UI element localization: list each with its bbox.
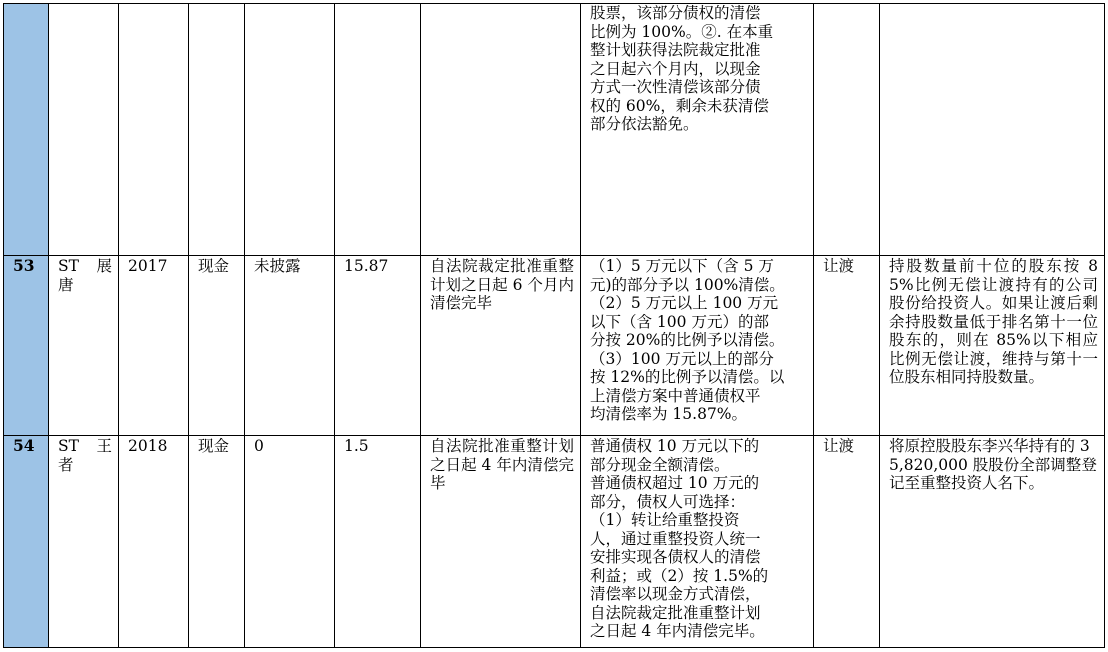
equity-desc-cell: 将原控股股东李兴华持有的 35,820,000 股股份全部调整登记至重整投资人名下。	[880, 436, 1105, 648]
equity-cell: 让渡	[814, 256, 880, 436]
row-number: 54	[4, 436, 49, 648]
plan-line: 部分依法豁免。	[590, 115, 699, 133]
plan-line: 人，通过重整投资人统一	[590, 529, 761, 548]
rate-cell: 1.5	[335, 436, 421, 648]
method-cell: 现金	[189, 256, 245, 436]
table-row	[4, 436, 1105, 648]
row-number	[4, 4, 49, 256]
plan-line: 按 12%的比例予以清偿。以	[590, 368, 785, 386]
plan-line: 部分，债权人可选择：	[590, 492, 746, 511]
rate-cell	[335, 4, 421, 256]
table-row	[4, 256, 1105, 436]
ratio-cell: 0	[245, 436, 335, 648]
ratio-cell: 未披露	[245, 256, 335, 436]
plan-line: 权的 60%，剩余未获清偿	[590, 96, 769, 115]
plan-line: 安排实现各债权人的清偿	[590, 548, 761, 566]
plan-line: 部分现金全额清偿。	[590, 455, 730, 474]
year-cell: 2017	[119, 256, 189, 436]
plan-line: （1）5 万元以下（含 5 万	[590, 257, 774, 275]
period-cell: 自法院裁定批准重整计划之日起 6 个月内清偿完毕	[421, 256, 581, 436]
table-row	[4, 4, 1105, 256]
company-name: ST 王者	[49, 436, 119, 648]
plan-line: 均清偿率为 15.87%。	[590, 405, 748, 423]
company-name	[49, 4, 119, 256]
year-cell: 2018	[119, 436, 189, 648]
period-cell: 自法院批准重整计划之日起 4 年内清偿完毕	[421, 436, 581, 648]
rate-cell: 15.87	[335, 256, 421, 436]
method-cell: 现金	[189, 436, 245, 648]
equity-desc-cell	[880, 4, 1105, 256]
plan-line: 整计划获得法院裁定批准	[590, 41, 761, 59]
plan-line: 分按 20%的比例予以清偿。	[590, 331, 785, 349]
ratio-cell	[245, 4, 335, 256]
year-cell	[119, 4, 189, 256]
plan-line: 方式一次性清偿该部分债	[590, 78, 761, 96]
plan-line: 自法院裁定批准重整计划	[590, 603, 761, 622]
plan-line: （1）转让给重整投资	[590, 511, 740, 529]
plan-line: （2）5 万元以上 100 万元	[590, 294, 779, 312]
equity-desc-cell: 持股数量前十位的股东按 85%比例无偿让渡持有的公司股份给投资人。如果让渡后剩余持股数量低于排名第十一位股东的，则在 85%以下相应比例无偿让渡，维持与第十一位股东相同持股数量。	[880, 256, 1105, 436]
plan-cell	[581, 256, 814, 436]
plan-line: 清偿率以现金方式清偿，	[590, 585, 761, 603]
method-cell	[189, 4, 245, 256]
plan-line: 利益；或（2）按 1.5%的	[590, 566, 769, 585]
plan-line: 以下（含 100 万元）的部	[590, 312, 769, 331]
plan-line: （3）100 万元以上的部分	[590, 349, 774, 368]
debt-restructuring-table	[3, 3, 1105, 648]
plan-line: 之日起 4 年内清偿完毕。	[590, 622, 765, 640]
plan-line: 元)的部分予以 100%清偿。	[590, 275, 785, 294]
period-cell	[421, 4, 581, 256]
plan-line: 普通债权 10 万元以下的	[590, 437, 760, 455]
equity-cell	[814, 4, 880, 256]
row-number: 53	[4, 256, 49, 436]
company-name: ST 展唐	[49, 256, 119, 436]
plan-cell	[581, 4, 814, 256]
plan-line: 股票，该部分债权的清偿	[590, 4, 761, 22]
plan-line: 比例为 100%。②. 在本重	[590, 22, 774, 41]
plan-line: 之日起六个月内，以现金	[590, 59, 761, 78]
plan-cell	[581, 436, 814, 648]
plan-line: 上清偿方案中普通债权平	[590, 386, 761, 405]
equity-cell: 让渡	[814, 436, 880, 648]
plan-line: 普通债权超过 10 万元的	[590, 474, 760, 492]
